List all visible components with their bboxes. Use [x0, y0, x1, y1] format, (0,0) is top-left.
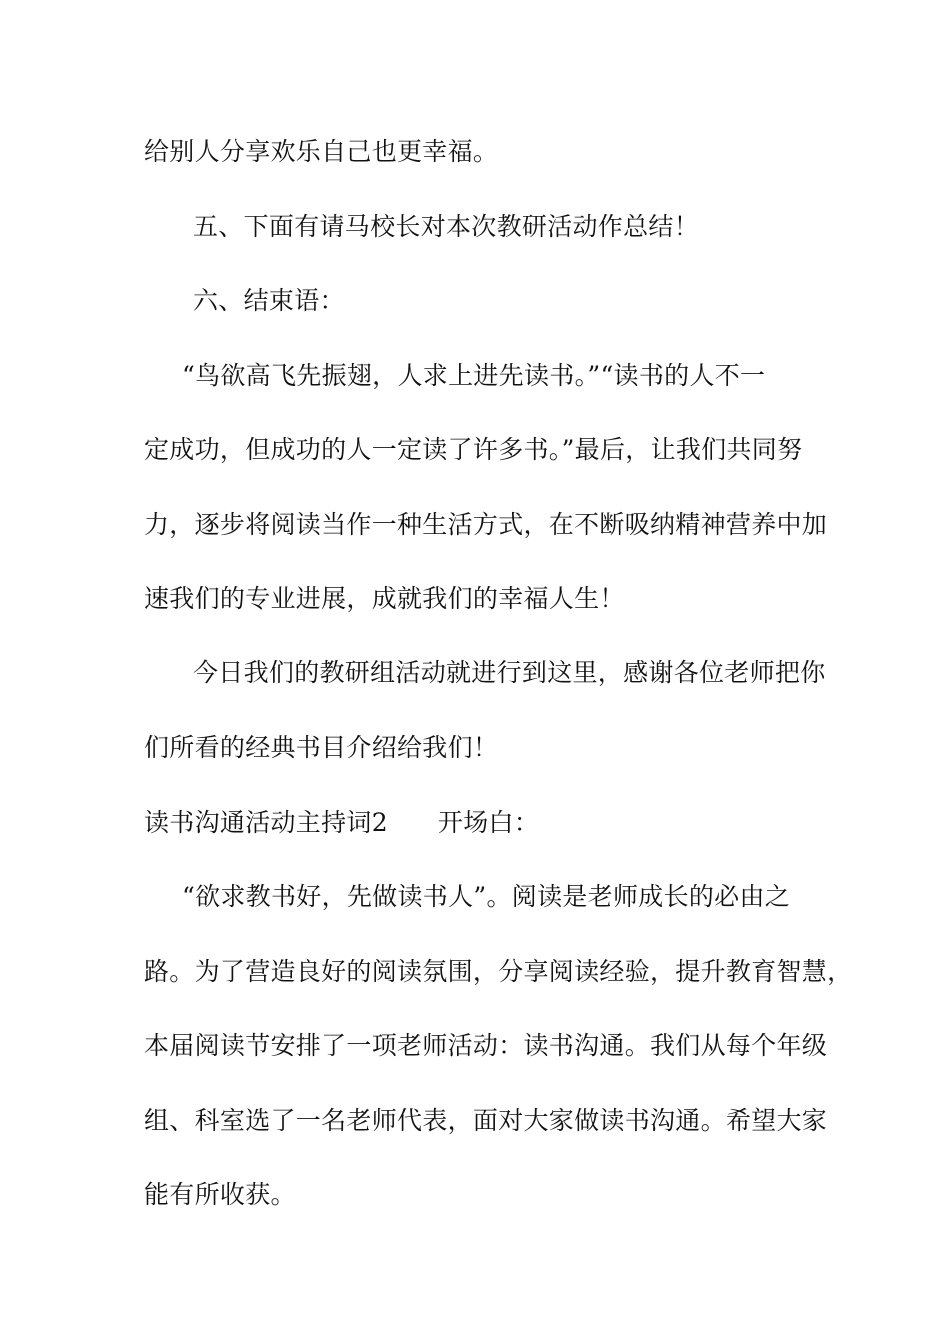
heading-title: 读书沟通活动主持词2 [144, 808, 388, 837]
heading-subtitle: 开场白： [437, 808, 540, 837]
paragraph-line: 本届阅读节安排了一项老师活动：读书沟通。我们从每个年级 [144, 1031, 828, 1060]
paragraph-line: 五、下面有请马校长对本次教研活动作总结！ [193, 212, 700, 241]
paragraph-line: 定成功，但成功的人一定读了许多书。”最后，让我们共同努 [144, 435, 803, 464]
paragraph-line: 给别人分享欢乐自己也更幸福。 [144, 137, 499, 166]
paragraph-line: 力，逐步将阅读当作一种生活方式，在不断吸纳精神营养中加 [144, 510, 828, 539]
paragraph-line: “欲求教书好，先做读书人”。阅读是老师成长的必由之 [182, 882, 791, 911]
paragraph-line: 路。为了营造良好的阅读氛围，分享阅读经验，提升教育智慧， [144, 957, 853, 986]
paragraph-line: 速我们的专业进展，成就我们的幸福人生！ [144, 584, 625, 613]
paragraph-line: 们所看的经典书目介绍给我们！ [144, 733, 499, 762]
paragraph-line: 能有所收获。 [144, 1180, 296, 1209]
paragraph-line: “鸟欲高飞先振翅，人求上进先读书。”“读书的人不一 [182, 361, 766, 390]
section-heading [144, 808, 539, 838]
paragraph-line: 组、科室选了一名老师代表，面对大家做读书沟通。希望大家 [144, 1106, 828, 1135]
paragraph-line: 今日我们的教研组活动就进行到这里，感谢各位老师把你 [193, 658, 826, 687]
paragraph-line: 六、结束语： [193, 286, 345, 315]
